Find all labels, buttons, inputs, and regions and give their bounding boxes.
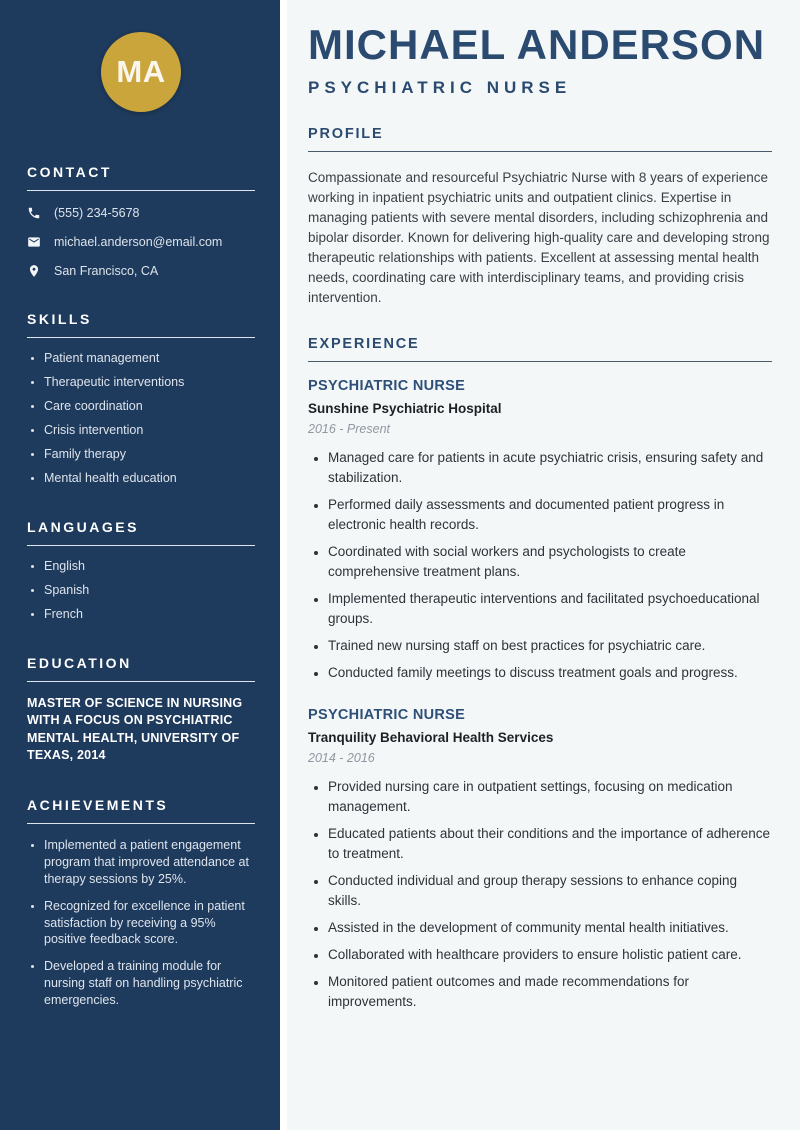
job-dates: 2014 - 2016 [308, 751, 375, 765]
job-bullet: • Managed care for patients in acute psychiatric crisis, ensuring safety and stabilization. [328, 448, 772, 488]
contact-location: San Francisco, CA [54, 264, 159, 278]
languages-section-title: LANGUAGES [27, 519, 255, 546]
experience-section-title: EXPERIENCE [308, 336, 772, 362]
candidate-title: PSYCHIATRIC NURSE [308, 78, 572, 97]
contact-phone: (555) 234-5678 [54, 206, 140, 220]
achievements-list [27, 837, 255, 1009]
contact-row-phone [27, 206, 255, 220]
experience-section [308, 336, 772, 1012]
skills-section-title: SKILLS [27, 311, 255, 338]
education-section-title: EDUCATION [27, 655, 255, 682]
job-bullet: • Provided nursing care in outpatient settings, focusing on medication management. [328, 777, 772, 817]
job-entry-2 [308, 707, 772, 1012]
email-icon [27, 235, 41, 249]
skill-item: • Crisis intervention [44, 423, 255, 438]
job-bullet-list [308, 448, 772, 683]
contact-section-title: CONTACT [27, 164, 255, 191]
education-section [27, 655, 255, 764]
skill-item: • Family therapy [44, 447, 255, 462]
profile-section-title: PROFILE [308, 126, 772, 152]
candidate-name: MICHAEL ANDERSON [308, 21, 766, 68]
avatar [101, 32, 181, 112]
job-bullet-list [308, 777, 772, 1012]
job-bullet: • Performed daily assessments and documented patient progress in electronic health records. [328, 495, 772, 535]
job-role: PSYCHIATRIC NURSE [308, 378, 466, 394]
achievement-item: • Recognized for excellence in patient satisfaction by receiving a 95% positive feedback score. [44, 898, 255, 949]
main-content [287, 0, 800, 1130]
achievement-item: • Implemented a patient engagement program that improved attendance at therapy sessions by 25%. [44, 837, 255, 888]
language-item: • English [44, 559, 255, 574]
job-entry-1 [308, 378, 772, 683]
skills-section [27, 311, 255, 486]
phone-icon [27, 206, 41, 220]
language-item: • Spanish [44, 583, 255, 598]
job-role: PSYCHIATRIC NURSE [308, 707, 466, 723]
avatar-initials: MA [116, 54, 166, 89]
skill-item: • Patient management [44, 351, 255, 366]
job-bullet: • Educated patients about their conditions and the importance of adherence to treatment. [328, 824, 772, 864]
achievements-section [27, 797, 255, 1009]
contact-email: michael.anderson@email.com [54, 235, 223, 249]
contact-row-location [27, 264, 255, 278]
language-item: • French [44, 607, 255, 622]
job-bullet: • Coordinated with social workers and psychologists to create comprehensive treatment plans. [328, 542, 772, 582]
job-company: Tranquility Behavioral Health Services [308, 730, 554, 745]
location-icon [27, 264, 41, 278]
profile-summary: Compassionate and resourceful Psychiatric Nurse with 8 years of experience working in inpatient psychiatric units and outpatient clinics. Expertise in managing patients with severe mental disorders, including schizophrenia and bipolar disorder. Known for delivering high-quality care and developing strong therapeutic relationships with patients. Excellent at assessing mental health needs, coordinating care with interdisciplinary teams, and providing crisis intervention. [308, 170, 770, 305]
skill-item: • Therapeutic interventions [44, 375, 255, 390]
profile-section [308, 126, 772, 308]
languages-section [27, 519, 255, 622]
job-company: Sunshine Psychiatric Hospital [308, 401, 502, 416]
job-dates: 2016 - Present [308, 422, 390, 436]
sidebar [0, 0, 280, 1130]
languages-list [27, 559, 255, 622]
job-bullet: • Implemented therapeutic interventions and facilitated psychoeducational groups. [328, 589, 772, 629]
contact-list [27, 206, 255, 278]
skill-item: • Care coordination [44, 399, 255, 414]
education-degree: MASTER OF SCIENCE IN NURSING WITH A FOCUS ON PSYCHIATRIC MENTAL HEALTH, UNIVERSITY OF TEXAS, 2014 [27, 696, 243, 762]
contact-row-email [27, 235, 255, 249]
job-bullet: • Collaborated with healthcare providers to ensure holistic patient care. [328, 945, 772, 965]
contact-section [27, 164, 255, 278]
job-bullet: • Conducted individual and group therapy sessions to enhance coping skills. [328, 871, 772, 911]
job-bullet: • Conducted family meetings to discuss treatment goals and progress. [328, 663, 772, 683]
achievement-item: • Developed a training module for nursing staff on handling psychiatric emergencies. [44, 958, 255, 1009]
achievements-section-title: ACHIEVEMENTS [27, 797, 255, 824]
job-bullet: • Assisted in the development of community mental health initiatives. [328, 918, 772, 938]
skill-item: • Mental health education [44, 471, 255, 486]
job-bullet: • Monitored patient outcomes and made recommendations for improvements. [328, 972, 772, 1012]
column-divider [280, 0, 287, 1130]
skills-list [27, 351, 255, 486]
job-bullet: • Trained new nursing staff on best practices for psychiatric care. [328, 636, 772, 656]
